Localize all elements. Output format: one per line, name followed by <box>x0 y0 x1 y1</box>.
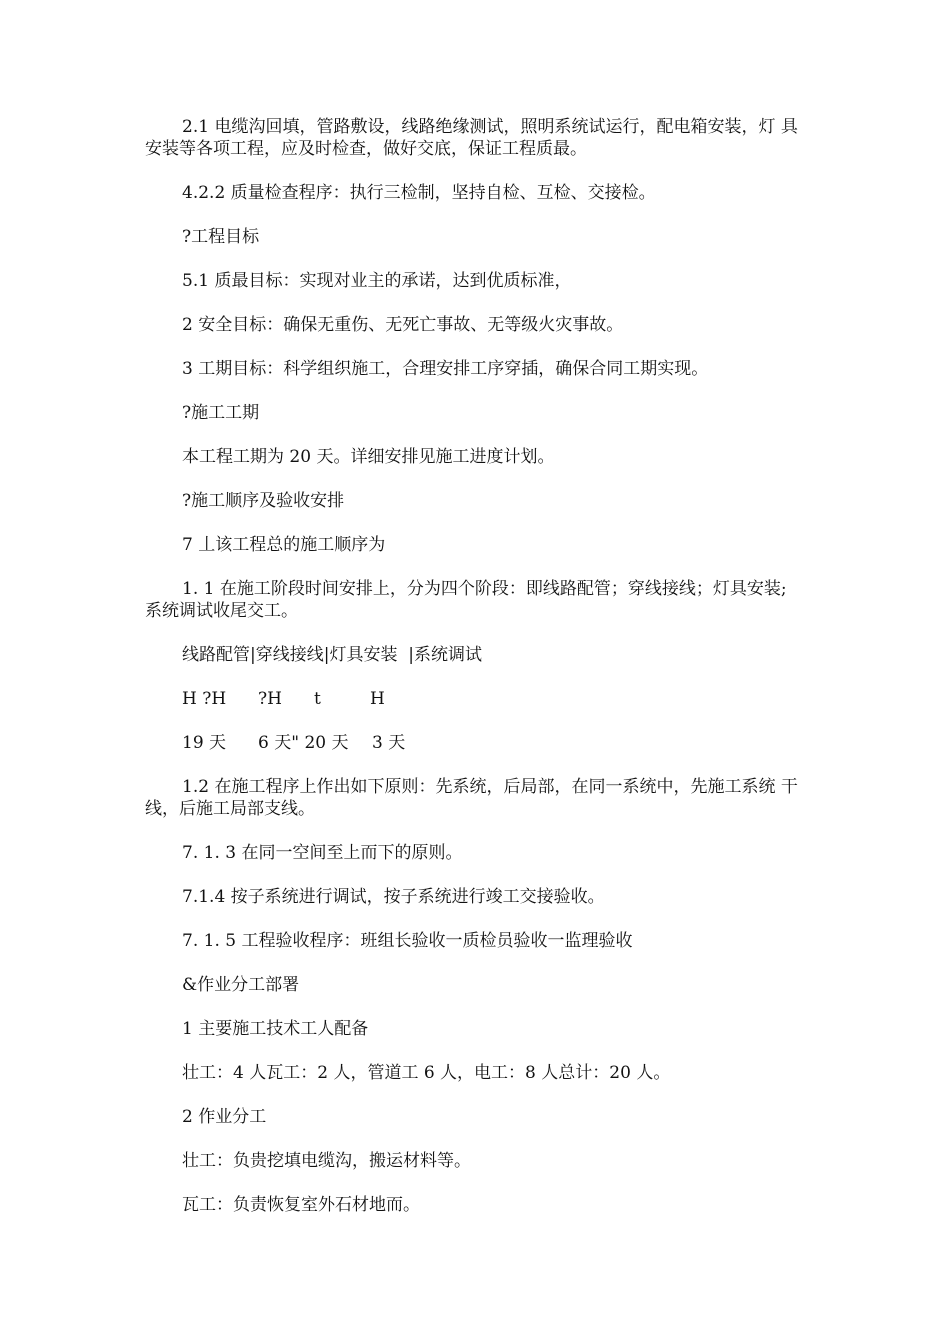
paragraph-mason-duty: 瓦工：负责恢复室外石材地而。 <box>182 1195 420 1215</box>
paragraph-cable-trench: 2.1 电缆沟回填，管路敷设，线路绝缘测试，照明系统试运行，配电箱安装，灯 具安装等各项工程，应及时检查，做好交底，保证工程质最。 <box>145 117 798 159</box>
schedule-marker: H <box>370 689 385 709</box>
paragraph-quality-goal: 5.1 质最目标：实现对业主的承诺，达到优质标准， <box>182 271 572 291</box>
paragraph-safety-goal: 2 安全目标：确保无重伤、无死亡事故、无等级火灾事故。 <box>182 315 624 335</box>
paragraph-schedule-goal: 3 工期目标：科学组织施工，合理安排工序穿插，确保合同工期实现。 <box>182 359 709 379</box>
paragraph-top-down: 7. 1. 3 在同一空间至上而下的原则。 <box>182 843 463 863</box>
heading-work-division: &作业分工部署 <box>182 975 300 995</box>
paragraph-work-assignment: 2 作业分工 <box>182 1107 267 1127</box>
schedule-phases-row: 线路配管|穿线接线|灯具安装 |系统调试 <box>182 645 482 665</box>
paragraph-acceptance-procedure: 7. 1. 5 工程验收程序：班组长验收一质检员验收一监理验收 <box>182 931 633 951</box>
paragraph-worker-counts: 壮工：4 人瓦工：2 人，管道工 6 人，电工：8 人总计：20 人。 <box>182 1063 671 1083</box>
paragraph-workers: 1 主要施工技术工人配备 <box>182 1019 369 1039</box>
heading-construction-period: ?施工工期 <box>182 403 260 423</box>
paragraph-quality-check: 4.2.2 质量检查程序：执行三检制，坚持自检、互检、交接检。 <box>182 183 656 203</box>
heading-project-goals: ?工程目标 <box>182 227 260 247</box>
paragraph-four-stages: 1. 1 在施工阶段时间安排上，分为四个阶段：即线路配管；穿线接线；灯具安装; 系统调试收尾交工。 <box>145 579 787 621</box>
schedule-markers-row <box>182 688 385 710</box>
schedule-duration: 6 天" 20 天 <box>258 733 349 753</box>
schedule-marker: ?H <box>258 689 282 709</box>
paragraph-subsystem-test: 7.1.4 按子系统进行调试，按子系统进行竣工交接验收。 <box>182 887 605 907</box>
paragraph-overall-sequence: 7 丄该工程总的施工顺序为 <box>182 535 386 555</box>
schedule-marker: t <box>314 689 321 709</box>
paragraph-duration: 本工程工期为 20 天。详细安排见施工进度计划。 <box>182 447 555 467</box>
schedule-marker: H ?H <box>182 689 227 709</box>
schedule-durations-row <box>182 732 405 754</box>
paragraph-laborer-duty: 壮工：负贵挖填电缆沟，搬运材料等。 <box>182 1151 471 1171</box>
paragraph-program-principle: 1.2 在施工程序上作出如下原则：先系统，后局部，在同一系统中，先施工系统 干线，后施工局部支线。 <box>145 777 798 819</box>
schedule-duration: 3 天 <box>372 733 406 753</box>
schedule-duration: 19 天 <box>182 733 227 753</box>
heading-sequence-acceptance: ?施工顺序及验收安排 <box>182 491 345 511</box>
